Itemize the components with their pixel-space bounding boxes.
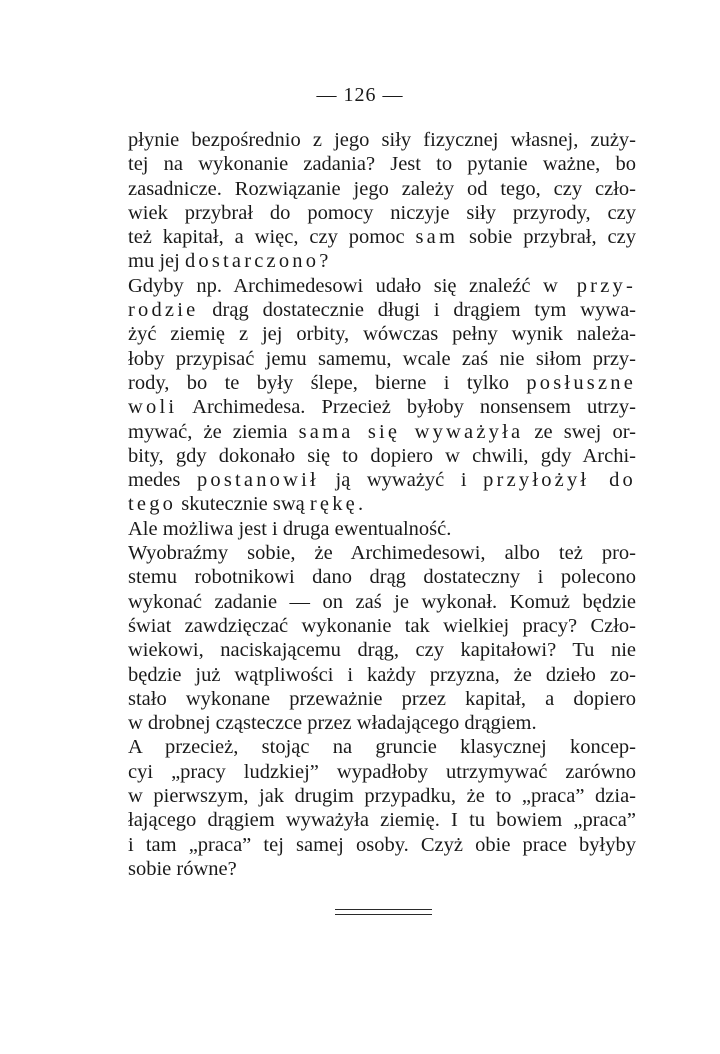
spaced-emphasis: rękę	[309, 493, 358, 516]
text-line	[128, 225, 636, 249]
text-run: żyć ziemię z jej orbity, wówczas pełny wynik należa-	[128, 323, 636, 346]
text-run: Wyobraźmy sobie, że Archimedesowi, albo też pro-	[128, 542, 636, 565]
text-line	[128, 444, 636, 468]
paragraph	[128, 735, 636, 881]
text-run: wiek przybrał do pomocy niczyje siły przyrody, czy	[128, 201, 636, 224]
paragraph	[128, 517, 636, 541]
text-line	[128, 274, 636, 298]
spaced-emphasis: rodzie	[128, 299, 199, 322]
text-run: w pierwszym, jak drugim przypadku, że to „praca” dzia-	[128, 785, 636, 808]
text-line	[128, 492, 636, 516]
body-text	[128, 128, 636, 881]
text-line	[128, 833, 636, 857]
text-run: ?	[319, 250, 329, 273]
text-line	[128, 735, 636, 759]
text-run: będzie już wątpliwości i każdy przyzna, że dzieło zo-	[128, 663, 636, 686]
end-rule-top	[335, 909, 432, 910]
text-run: też kapitał, a więc, czy pomoc	[128, 226, 416, 249]
text-line	[128, 201, 636, 225]
text-run: łającego drągiem wyważyła ziemię. I tu bowiem „praca”	[128, 809, 636, 832]
paragraph	[128, 274, 636, 517]
text-line	[128, 541, 636, 565]
spaced-emphasis: tego	[128, 493, 177, 516]
text-run: sobie równe?	[128, 857, 237, 880]
text-line	[128, 638, 636, 662]
text-line	[128, 177, 636, 201]
text-run: Gdyby np. Archimedesowi udało się znaleźć	[128, 274, 543, 297]
text-run: wykonać zadanie — on zaś je wykonał. Komuż będzie	[128, 590, 636, 613]
paragraph	[128, 128, 636, 274]
text-line	[128, 468, 636, 492]
spaced-emphasis: sama się wyważyła	[298, 420, 524, 443]
spaced-emphasis: sam	[415, 226, 459, 249]
text-line	[128, 371, 636, 395]
text-line	[128, 663, 636, 687]
text-run: wiekowi, naciskającemu drąg, czy kapitałowi? Tu nie	[128, 639, 636, 662]
text-run: stemu robotnikowi dano drąg dostateczny i polecono	[128, 566, 636, 589]
paragraph	[128, 541, 636, 735]
text-line	[128, 298, 636, 322]
text-line	[128, 347, 636, 371]
spaced-emphasis: woli	[128, 396, 178, 419]
text-line	[128, 711, 636, 735]
text-run: sobie przybrał, czy	[458, 226, 636, 249]
text-line	[128, 784, 636, 808]
spaced-emphasis: przyłożył do	[483, 469, 636, 492]
text-run: świat zawdzięczać wykonanie tak wielkiej pracy? Czło-	[128, 614, 636, 637]
end-rule-bottom	[335, 914, 432, 915]
text-line	[128, 565, 636, 589]
text-line	[128, 395, 636, 419]
text-run: mu jej	[128, 250, 185, 273]
text-line	[128, 322, 636, 346]
text-line	[128, 249, 636, 273]
spaced-emphasis: posłuszne	[526, 371, 636, 394]
text-line	[128, 590, 636, 614]
text-line	[128, 517, 636, 541]
text-line	[128, 614, 636, 638]
text-run: medes	[128, 469, 197, 492]
text-run: bity, gdy dokonało się to dopiero w chwili, gdy Archi-	[128, 444, 636, 467]
text-run: drąg dostatecznie długi i drągiem tym wywa-	[198, 299, 636, 322]
text-run: łoby przypisać jemu samemu, wcale zaś nie siłom przy-	[128, 347, 636, 370]
text-run: mywać, że ziemia	[128, 420, 299, 443]
text-run: .	[357, 493, 364, 516]
text-run: ją wyważyć i	[318, 469, 484, 492]
text-line	[128, 420, 636, 444]
text-line	[128, 857, 636, 881]
text-run: w drobnej cząsteczce przez władającego drągiem.	[128, 712, 537, 735]
text-run: ze swej or-	[523, 420, 636, 443]
text-run: rody, bo te były ślepe, bierne i tylko	[128, 371, 527, 394]
text-line	[128, 808, 636, 832]
text-run: skutecznie swą	[176, 493, 310, 516]
text-run: tej na wykonanie zadania? Jest to pytanie ważne, bo	[128, 153, 636, 176]
text-run: płynie bezpośrednio z jego siły fizycznej własnej, zuży-	[128, 129, 636, 151]
spaced-emphasis: dostarczono	[184, 250, 320, 273]
text-run: i tam „praca” tej samej osoby. Czyż obie prace byłyby	[128, 833, 636, 856]
spaced-emphasis: postanowił	[196, 469, 319, 492]
text-run: zasadnicze. Rozwiązanie jego zależy od tego, czy czło-	[128, 177, 636, 200]
text-line	[128, 128, 636, 152]
spaced-emphasis: w przy-	[543, 274, 636, 297]
text-run: cyi „pracy ludzkiej” wypadłoby utrzymywać zarówno	[128, 760, 636, 783]
text-line	[128, 760, 636, 784]
text-line	[128, 152, 636, 176]
text-line	[128, 687, 636, 711]
text-run: Archimedesa. Przecież byłoby nonsensem utrzy-	[177, 396, 636, 419]
text-run: stało wykonane przeważnie przez kapitał, a dopiero	[128, 687, 636, 710]
page-number: — 126 —	[316, 84, 404, 106]
text-run: A przecież, stojąc na gruncie klasycznej koncep-	[128, 736, 636, 759]
text-run: Ale możliwa jest i druga ewentualność.	[128, 517, 452, 540]
